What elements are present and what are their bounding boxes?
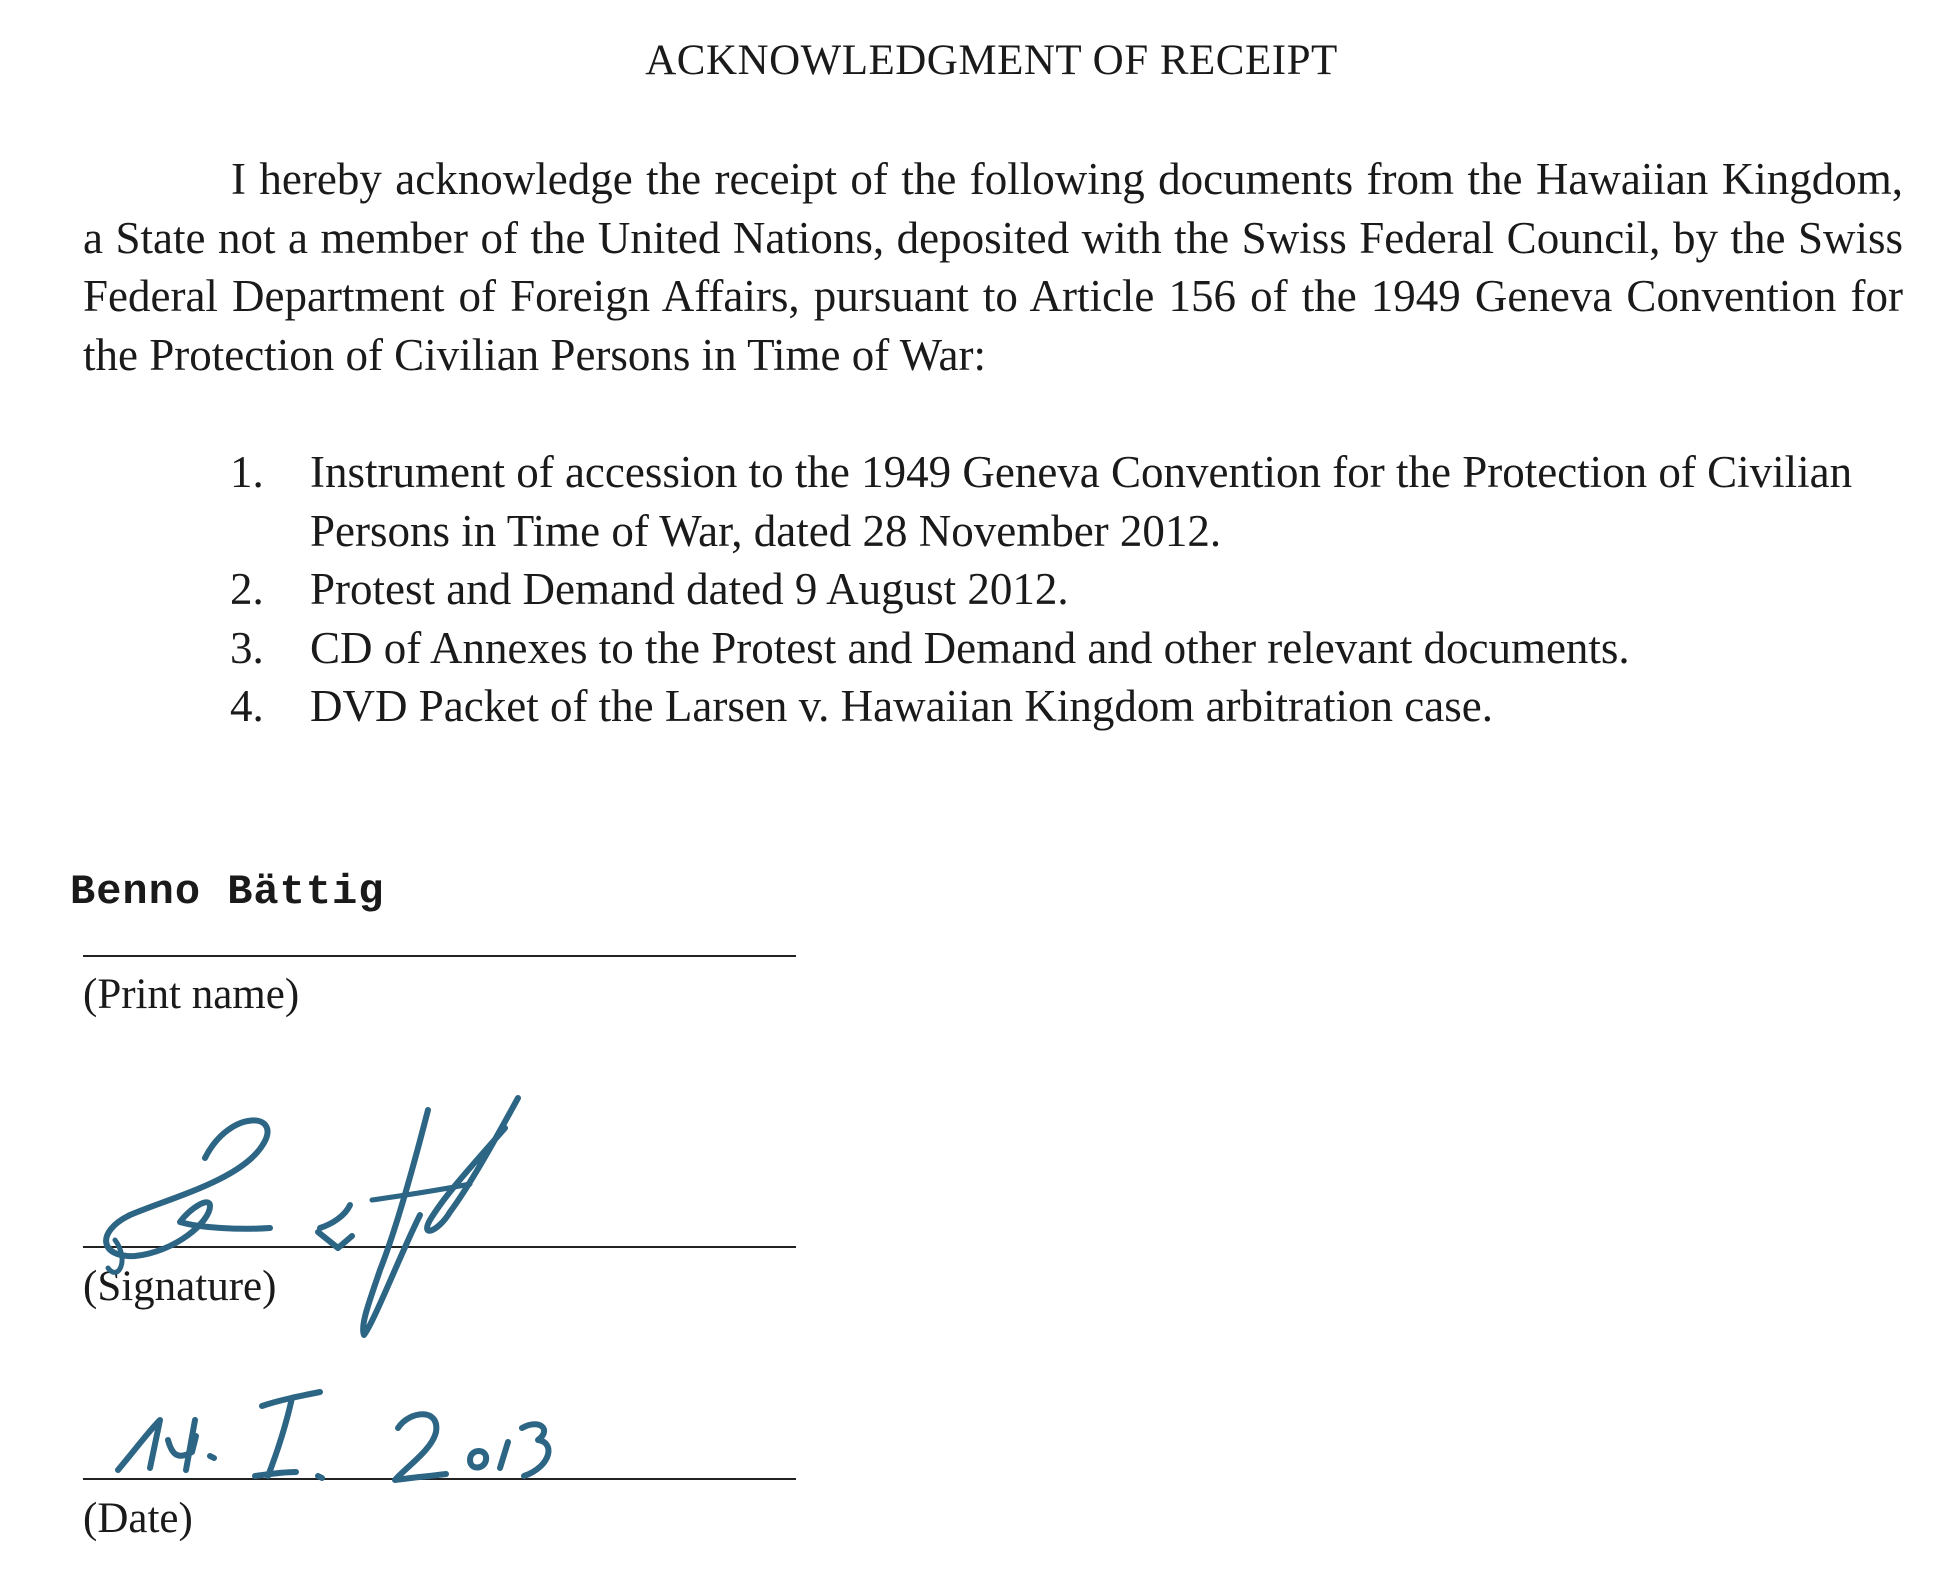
list-item-number: 2. — [230, 564, 264, 614]
print-name-value: Benno Bättig — [70, 868, 385, 916]
list-item-text: Instrument of accession to the 1949 Geneva Convention for the Protection of Civilian Persons in Time of War, dated 28 November 2012. — [310, 447, 1853, 556]
list-item-number: 4. — [230, 681, 264, 731]
list-item-number: 3. — [230, 622, 264, 673]
list-item-text: Protest and Demand dated 9 August 2012. — [310, 564, 1069, 614]
handwritten-date — [118, 1392, 548, 1480]
date-label: (Date) — [83, 1495, 193, 1542]
document-title: ACKNOWLEDGMENT OF RECEIPT — [645, 37, 1338, 84]
acknowledgment-paragraph: I hereby acknowledge the receipt of the following documents from the Hawaiian Kingdom, a State not a member of the United Nations, deposited with the Swiss Federal Council, by the Swiss Federal Department of Foreign Affairs, pursuant to Article 156 of the 1949 Geneva Convention for the Protection of Civilian Persons in Time of War: — [83, 154, 1903, 380]
list-item-text: DVD Packet of the Larsen v. Hawaiian Kingdom arbitration case. — [310, 681, 1493, 731]
list-item-text: CD of Annexes to the Protest and Demand and other relevant documents. — [310, 622, 1630, 673]
signature-label: (Signature) — [83, 1263, 277, 1310]
print-name-label: (Print name) — [83, 971, 300, 1018]
handwritten-signature — [106, 1098, 518, 1335]
list-item-number: 1. — [230, 447, 264, 497]
